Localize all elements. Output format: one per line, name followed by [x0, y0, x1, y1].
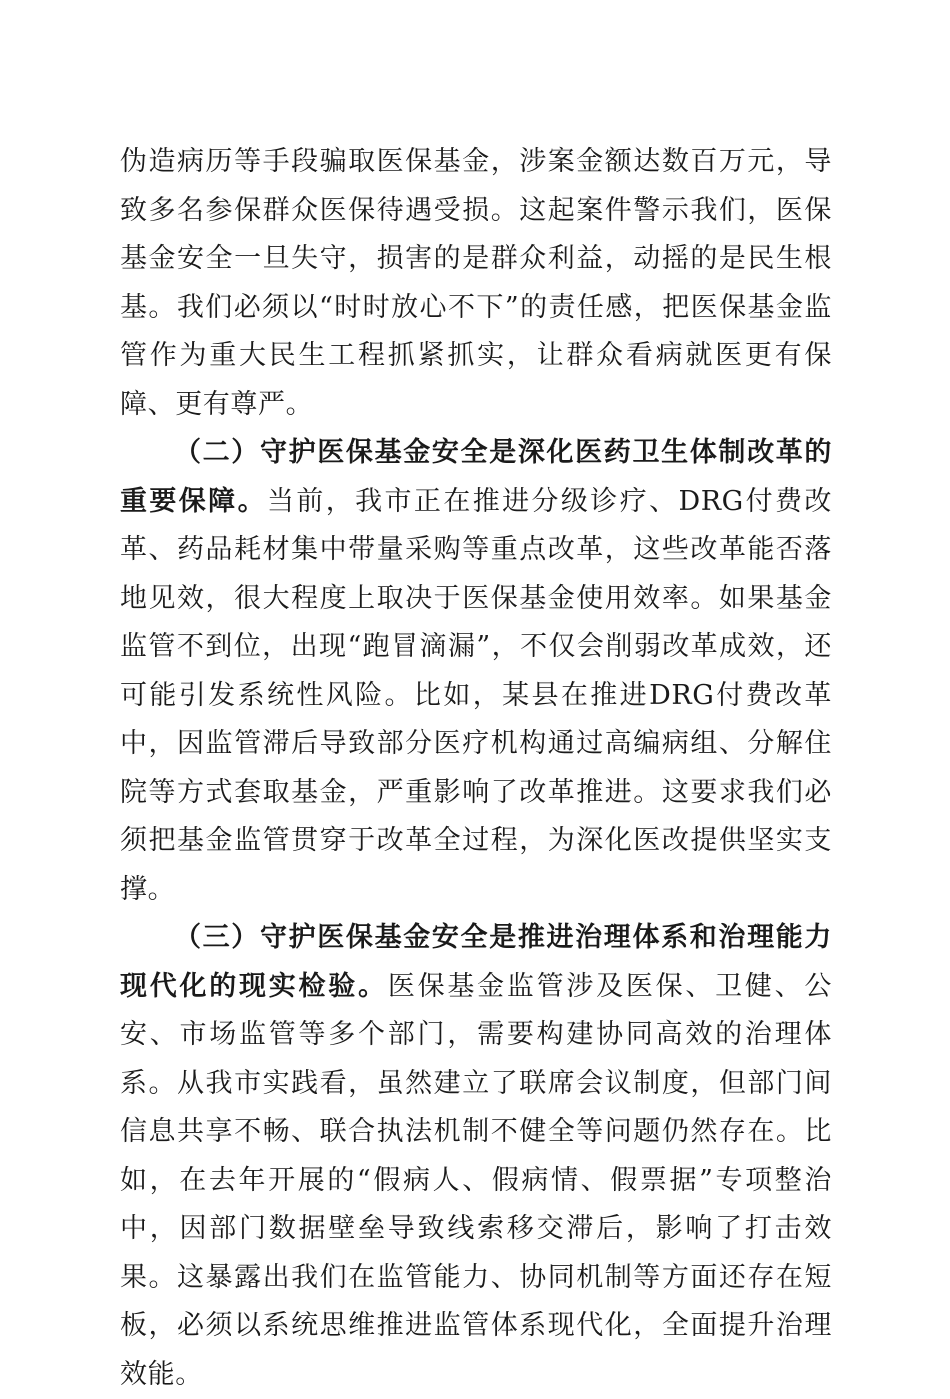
document-body: [120, 138, 832, 1399]
paragraph-section-three: [120, 914, 832, 1399]
section-three-text: 医保基金监管涉及医保、卫健、公安、市场监管等多个部门，需要构建协同高效的治理体系。从我市实践看，虽然建立了联席会议制度，但部门间信息共享不畅、联合执法机制不健全等问题仍然存在。比如，在去年开展的“假病人、假病情、假票据”专项整治中，因部门数据壁垒导致线索移交滞后，影响了打击效果。这暴露出我们在监管能力、协同机制等方面还存在短板，必须以系统思维推进监管体系现代化，全面提升治理效能。: [120, 970, 832, 1390]
paragraph-text: 伪造病历等手段骗取医保基金，涉案金额达数百万元，导致多名参保群众医保待遇受损。这起案件警示我们，医保基金安全一旦失守，损害的是群众利益，动摇的是民生根基。我们必须以“时时放心不下”的责任感，把医保基金监管作为重大民生工程抓紧抓实，让群众看病就医更有保障、更有尊严。: [120, 146, 832, 420]
section-two-heading: （二）守护医保基金安全是深化医药卫生体制改革的重要保障。: [120, 437, 832, 517]
paragraph-section-two: [120, 429, 832, 914]
section-three-heading: （三）守护医保基金安全是推进治理体系和治理能力现代化的现实检验。: [120, 922, 832, 1002]
section-two-text: 当前，我市正在推进分级诊疗、DRG付费改革、药品耗材集中带量采购等重点改革，这些改革能否落地见效，很大程度上取决于医保基金使用效率。如果基金监管不到位，出现“跑冒滴漏”，不仅会削弱改革成效，还可能引发系统性风险。比如，某县在推进DRG付费改革中，因监管滞后导致部分医疗机构通过高编病组、分解住院等方式套取基金，严重影响了改革推进。这要求我们必须把基金监管贯穿于改革全过程，为深化医改提供坚实支撑。: [120, 485, 832, 905]
paragraph-continuation: [120, 138, 832, 429]
